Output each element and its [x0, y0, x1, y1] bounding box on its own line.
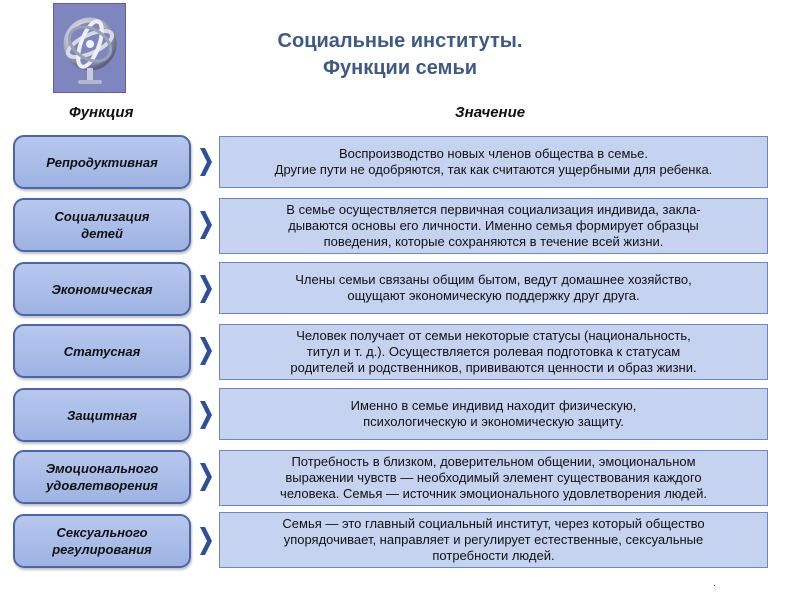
- meaning-line: человека. Семья — источник эмоционального удовлетворения людей.: [280, 486, 707, 501]
- chevron-right-icon: [198, 336, 214, 366]
- meaning-line: родителей и родственников, прививаются ценности и образ жизни.: [290, 360, 697, 375]
- chevron-right-icon: [198, 274, 214, 304]
- function-name-line: Сексуального: [56, 525, 148, 540]
- chevron-right-icon: [198, 147, 214, 177]
- chevron-right-icon: [198, 462, 214, 492]
- column-header-function: Функция: [69, 104, 134, 121]
- function-meaning-box: [219, 262, 768, 314]
- function-name-box: [13, 514, 191, 568]
- function-name-line: Репродуктивная: [46, 154, 158, 170]
- function-meaning-box: [219, 450, 768, 506]
- meaning-line: потребности людей.: [432, 548, 555, 563]
- meaning-line: выражении чувств — необходимый элемент существования каждого: [285, 470, 702, 485]
- function-name-line: Эмоционального: [45, 461, 159, 476]
- function-name-box: [13, 388, 191, 442]
- function-name-line: детей: [81, 226, 123, 241]
- meaning-line: упорядочивает, направляет и регулирует естественные, сексуальные: [283, 532, 704, 547]
- function-name-line: Защитная: [67, 407, 137, 423]
- meaning-line: Семья — это главный социальный институт, через который общество: [282, 516, 705, 531]
- footer-mark: .: [713, 578, 716, 589]
- function-meaning-box: [219, 198, 768, 254]
- meaning-line: Потребность в близком, доверительном общении, эмоциональном: [291, 454, 696, 469]
- function-name-box: [13, 262, 191, 316]
- meaning-line: Человек получает от семьи некоторые статусы (национальность,: [296, 328, 691, 343]
- function-name-line: Экономическая: [51, 281, 153, 297]
- column-header-meaning: Значение: [455, 104, 526, 121]
- function-name-line: Статусная: [63, 343, 141, 359]
- function-meaning-box: [219, 388, 768, 440]
- meaning-line: Члены семьи связаны общим бытом, ведут домашнее хозяйство,: [295, 272, 692, 287]
- meaning-line: титул и т. д.). Осуществляется ролевая подготовка к статусам: [306, 344, 681, 359]
- chevron-right-icon: [198, 400, 214, 430]
- meaning-line: Воспроизводство новых членов общества в семье.: [338, 146, 649, 161]
- logo-armillary-sphere-icon: [53, 3, 126, 93]
- chevron-right-icon: [198, 526, 214, 556]
- function-name-line: удовлетворения: [46, 478, 158, 493]
- function-name-line: Социализация: [54, 209, 150, 224]
- function-meaning-box: [219, 512, 768, 568]
- function-name-box: [13, 198, 191, 252]
- meaning-line: дываются основы его личности. Именно семья формирует образцы: [288, 218, 699, 233]
- meaning-line: ощущают экономическую поддержку друг друга.: [347, 288, 640, 303]
- page-title: [160, 28, 640, 82]
- function-name-box: [13, 135, 191, 189]
- function-name-line: регулирования: [52, 542, 152, 557]
- title-line-2: Функции семьи: [322, 57, 478, 79]
- meaning-line: В семье осуществляется первичная социализация индивида, закла-: [286, 202, 701, 217]
- function-meaning-box: [219, 324, 768, 380]
- function-meaning-box: [219, 136, 768, 188]
- meaning-line: психологическую и экономическую защиту.: [363, 414, 624, 429]
- function-name-box: [13, 450, 191, 504]
- chevron-right-icon: [198, 210, 214, 240]
- meaning-line: поведения, которые сохраняются в течение всей жизни.: [323, 234, 664, 249]
- function-name-box: [13, 324, 191, 378]
- meaning-line: Другие пути не одобряются, так как считаются ущербными для ребенка.: [274, 162, 713, 177]
- title-line-1: Социальные институты.: [277, 30, 523, 52]
- meaning-line: Именно в семье индивид находит физическую,: [350, 398, 637, 413]
